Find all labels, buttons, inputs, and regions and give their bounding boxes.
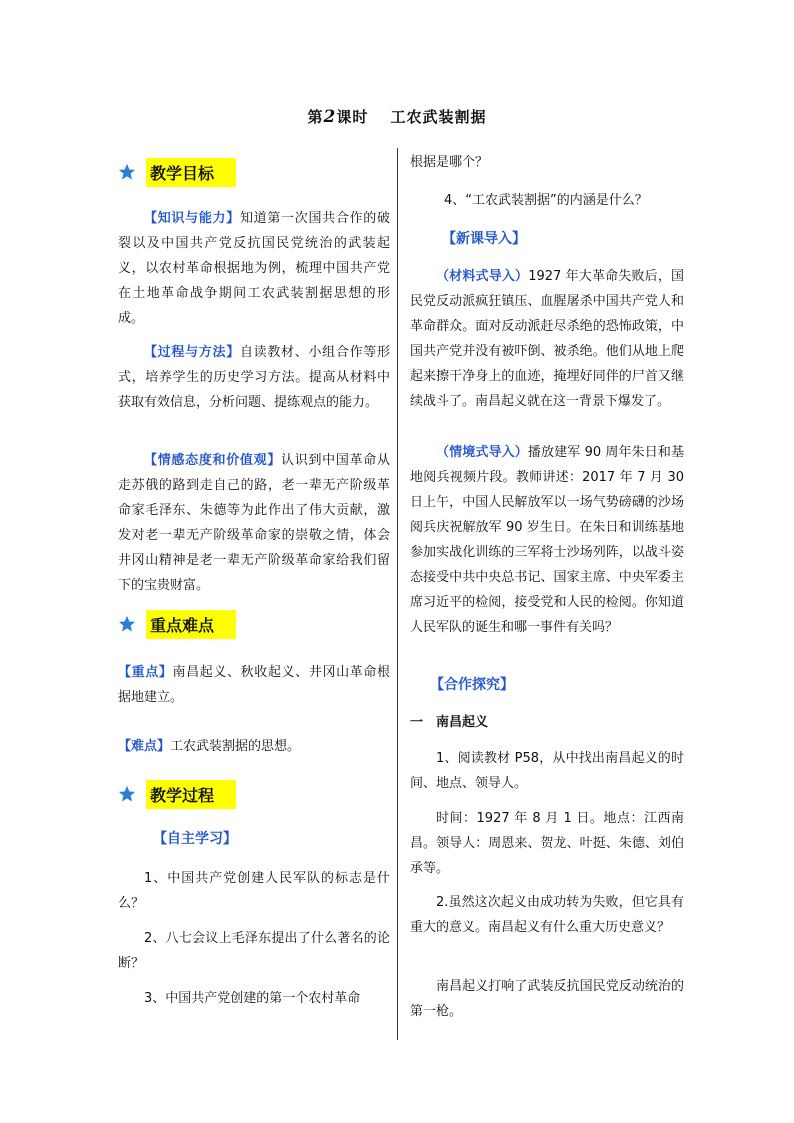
section-key-points [118, 608, 390, 640]
star-icon [118, 615, 136, 633]
self-study-heading: 【自主学习】 [153, 831, 237, 847]
section-heading: 教学目标 [146, 158, 236, 187]
nanchang-answer-2: 南昌起义打响了武装反抗国民党反动统治的第一枪。 [410, 979, 684, 1019]
nanchang-question-2: 2.虽然这次起义由成功转为失败，但它具有重大的意义。南昌起义有什么重大历史意义？ [410, 895, 684, 935]
column-divider [397, 148, 398, 1040]
nanchang-answer-1: 时间：1927 年 8 月 1 日。地点：江西南昌。领导人：周恩来、贺龙、叶挺、朱德、刘伯承等。 [410, 811, 684, 876]
section-teaching-process [118, 778, 390, 810]
section-heading: 重点难点 [146, 610, 236, 639]
material-intro-paragraph: （材料式导入）1927 年大革命失败后，国民党反动派疯狂镇压、血腥屠杀中国共产党人和革命群众。面对反动派赶尽杀绝的恐怖政策，中国共产党并没有被吓倒、被杀绝。他们从地上爬起来擦干净身上的血迹，掩埋好同伴的尸首又继续战斗了。南昌起义就在这一背景下爆发了。 [410, 269, 684, 409]
section-heading: 教学过程 [146, 780, 236, 809]
new-lesson-heading: 【新课导入】 [442, 231, 526, 247]
question-4: 4、“工农武装割据”的内涵是什么？ [444, 193, 648, 208]
star-icon [118, 163, 136, 181]
key-point-paragraph: 【重点】南昌起义、秋收起义、井冈山革命根据地建立。 [118, 665, 390, 705]
section-nanchang: 一 南昌起义 [410, 715, 489, 730]
knowledge-paragraph: 【知识与能力】知道第一次国共合作的破裂以及中国共产党反抗国民党统治的武装起义，以农村革命根据地为例，梳理中国共产党在土地革命战争期间工农武装割据思想的形成。 [118, 211, 390, 326]
difficulty-paragraph: 【难点】工农武装割据的思想。 [118, 739, 301, 754]
question-3: 3、中国共产党创建的第一个农村革命 [144, 991, 361, 1006]
lesson-number: 2 [323, 107, 337, 127]
process-paragraph: 【过程与方法】自读教材、小组合作等形式，培养学生的历史学习方法。提高从材料中获取有效信息，分析问题、提练观点的能力。 [118, 345, 390, 410]
cooperation-heading: 【合作探究】 [430, 677, 514, 693]
page-title: 第2课时 工农武装割据 [307, 107, 487, 127]
emotion-paragraph: 【情感态度和价值观】认识到中国革命从走苏俄的路到走自己的路，老一辈无产阶级革命家毛泽东、朱德等为此作出了伟大贡献，激发对老一辈无产阶级革命家的崇敬之情，体会井冈山精神是老一辈无产阶级革命家给我们留下的宝贵财富。 [118, 453, 390, 593]
question-2: 2、八七会议上毛泽东提出了什么著名的论断？ [118, 931, 390, 971]
section-goals [118, 156, 390, 188]
star-icon [118, 785, 136, 803]
question-3-continued: 根据是哪个？ [410, 155, 489, 170]
nanchang-question-1: 1、阅读教材 P58，从中找出南昌起义的时间、地点、领导人。 [410, 751, 684, 791]
scene-intro-paragraph: （情境式导入）播放建军 90 周年朱日和基地阅兵视频片段。教师讲述：2017 年 7 月 30 日上午，中国人民解放军以一场气势磅礴的沙场阅兵庆祝解放军 90 岁生日。在朱日和训练基地参加实战化训练的三军将士沙场列阵，以战斗姿态接受中共中央总书记、国家主席、中央军委主席习近平的检阅，接受党和人民的检阅。你知道人民军队的诞生和哪一事件有关吗？ [410, 445, 684, 635]
question-1: 1、中国共产党创建人民军队的标志是什么？ [118, 871, 390, 911]
